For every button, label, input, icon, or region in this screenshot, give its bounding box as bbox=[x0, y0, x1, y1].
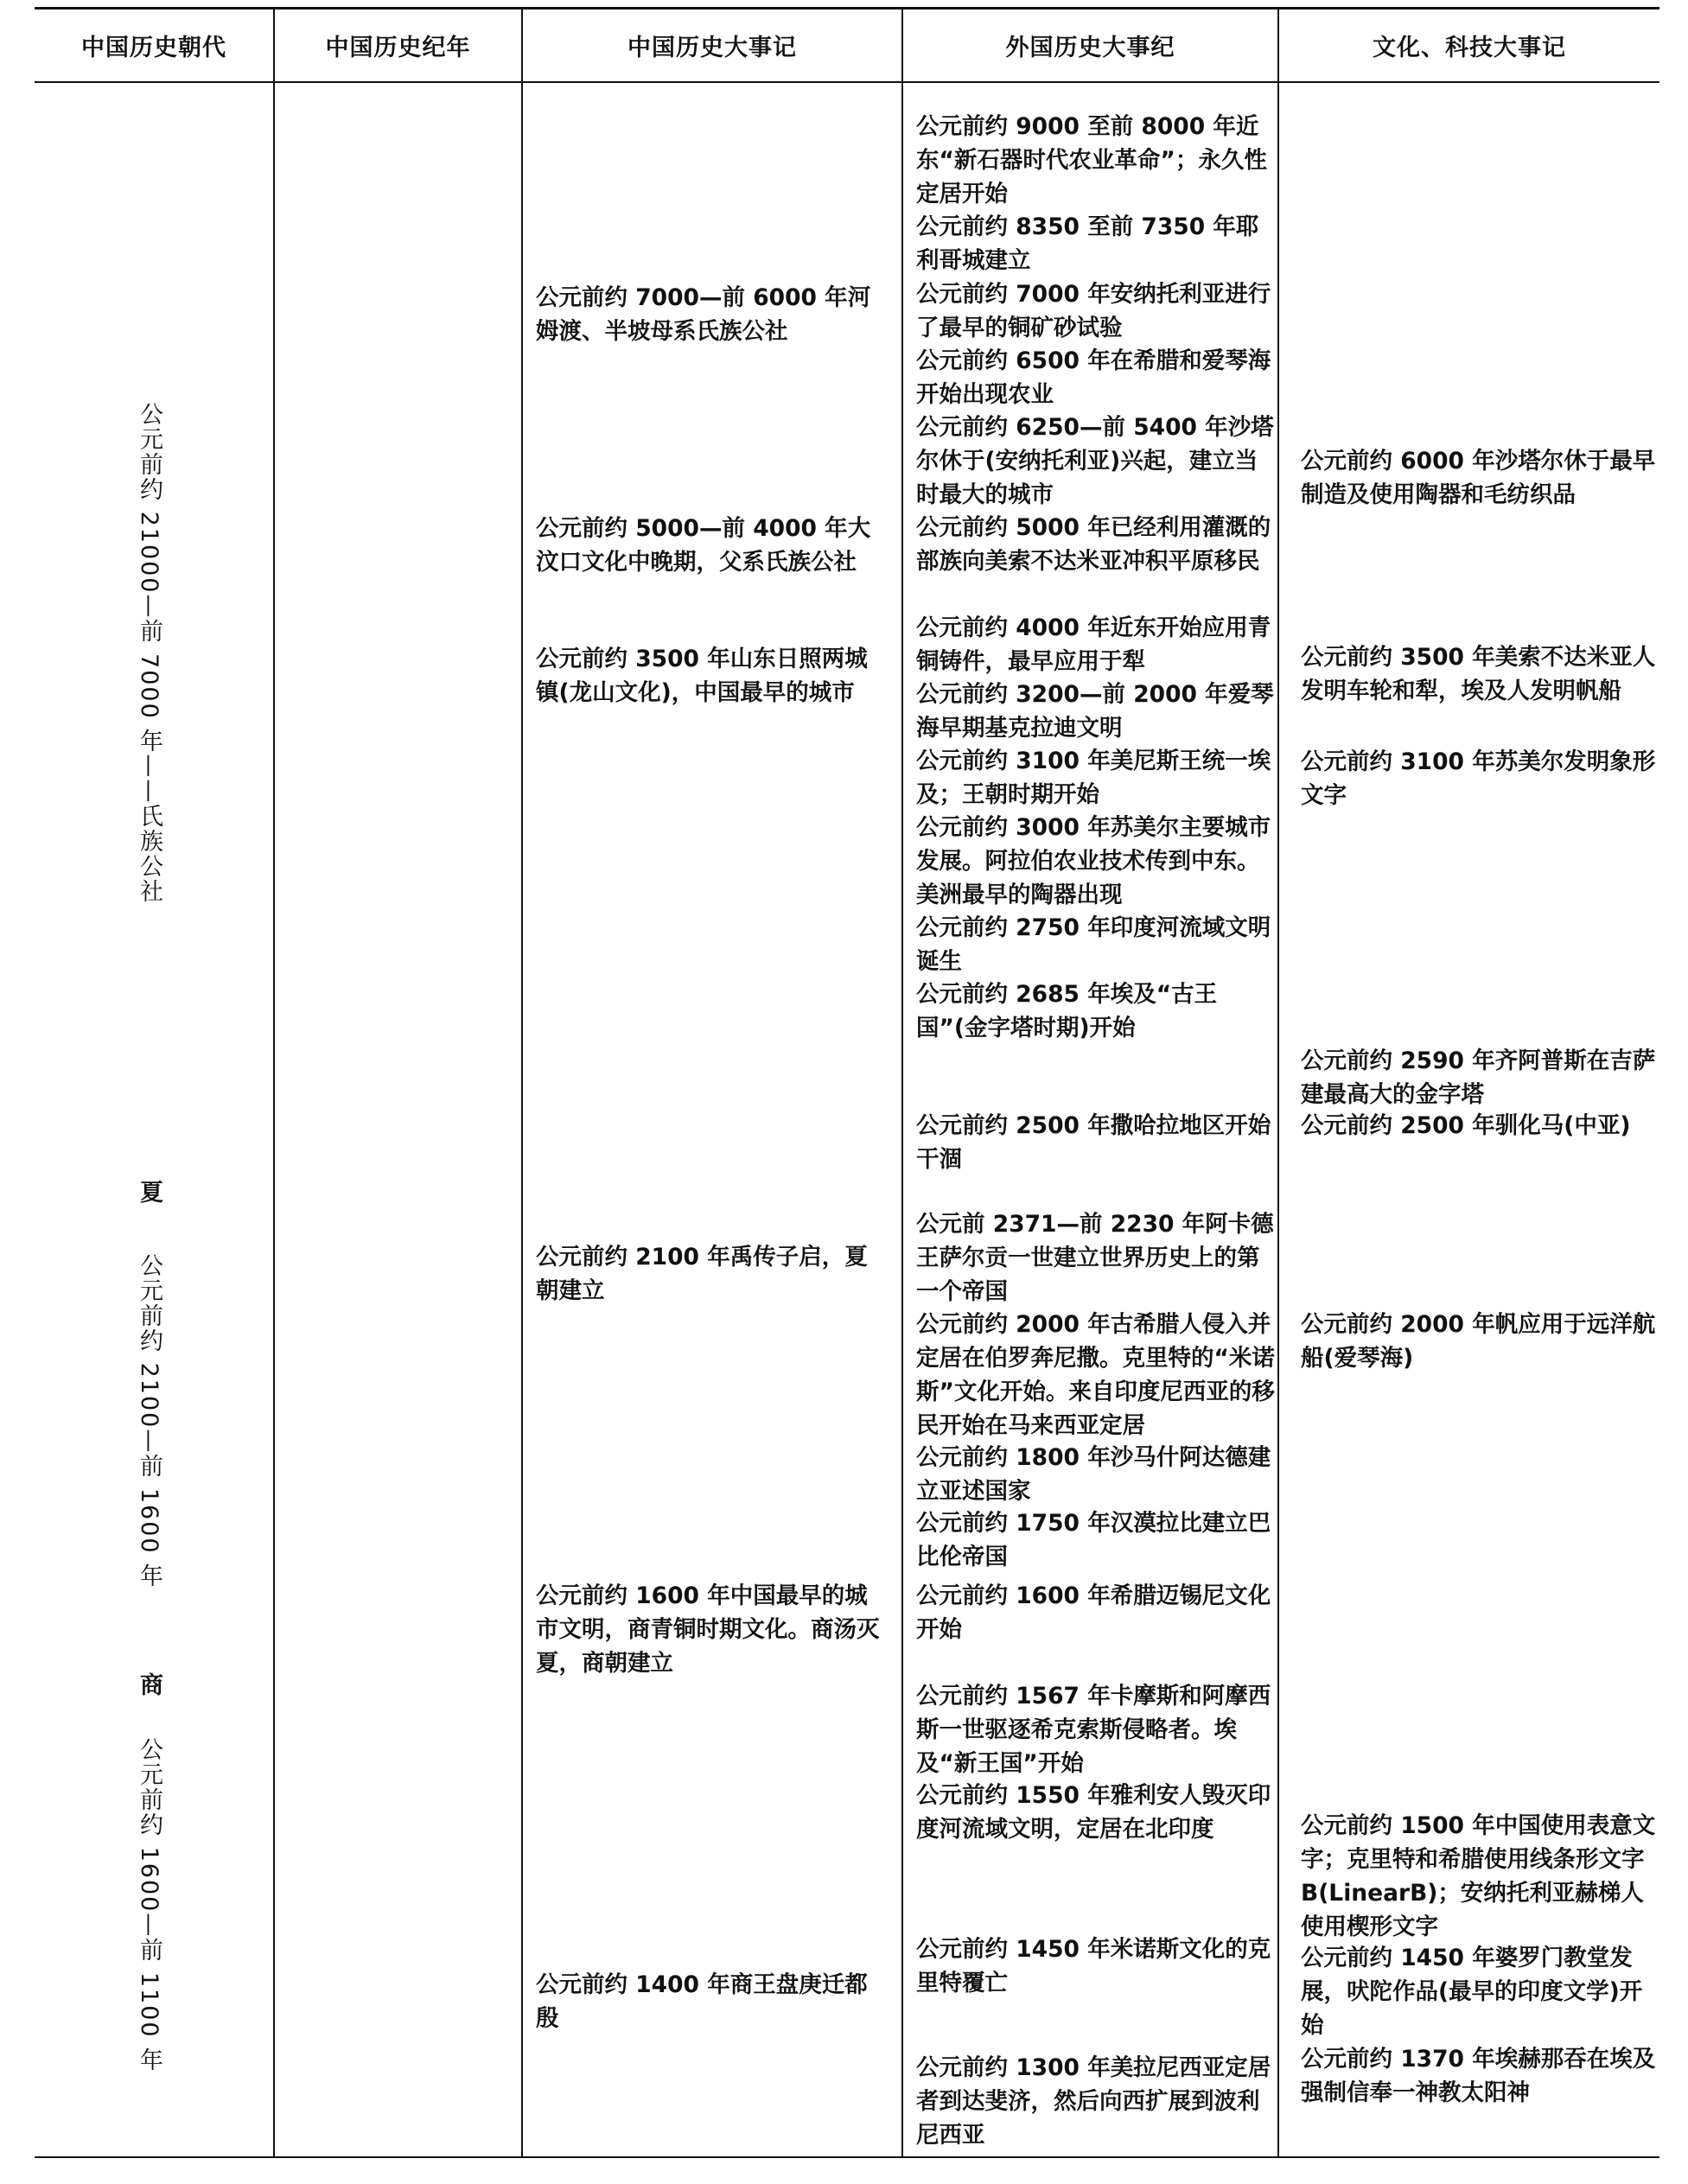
china-event: 公元前约 5000—前 4000 年大汶口文化中晚期，父系氏族公社 bbox=[536, 515, 871, 576]
culture-event: 公元前约 1500 年中国使用表意文字；克里特和希腊使用线条形文字 B(LinearB)；安纳托利亚赫梯人使用楔形文字 bbox=[1301, 1812, 1656, 1940]
table-bottom-rule bbox=[35, 2156, 1659, 2158]
dynasty-xia-name: 夏 bbox=[136, 1180, 162, 1205]
column-divider-1 bbox=[273, 7, 275, 2158]
china-event: 公元前约 1400 年商王盘庚迁都殷 bbox=[536, 1971, 868, 2032]
foreign-event: 公元前约 2000 年古希腊人侵入并定居在伯罗奔尼撒。克里特的“米诺斯”文化开始。来自印度尼西亚的移民开始在马来西亚定居 bbox=[916, 1311, 1275, 1439]
foreign-event: 公元前约 4000 年近东开始应用青铜铸件，最早应用于犁 bbox=[916, 614, 1271, 675]
column-divider-3 bbox=[901, 7, 903, 2158]
foreign-event: 公元前 2371—前 2230 年阿卡德王萨尔贡一世建立世界历史上的第一个帝国 bbox=[916, 1211, 1274, 1305]
foreign-event: 公元前约 3200—前 2000 年爱琴海早期基克拉迪文明 bbox=[916, 681, 1274, 742]
foreign-event: 公元前约 9000 至前 8000 年近东“新石器时代农业革命”；永久性定居开始 bbox=[916, 113, 1267, 207]
dynasty-shang-years: 公元前约 1600—前 1100 年 bbox=[136, 1737, 162, 2073]
china-event: 公元前约 1600 年中国最早的城市文明，商青铜时期文化。商汤灭夏，商朝建立 bbox=[536, 1582, 880, 1677]
culture-event: 公元前约 3500 年美索不达米亚人发明车轮和犁，埃及人发明帆船 bbox=[1301, 644, 1656, 704]
china-event: 公元前约 7000—前 6000 年河姆渡、半坡母系氏族公社 bbox=[536, 284, 871, 345]
foreign-event: 公元前约 3100 年美尼斯王统一埃及；王朝时期开始 bbox=[916, 748, 1271, 808]
culture-event: 公元前约 2590 年齐阿普斯在吉萨建最高大的金字塔 bbox=[1301, 1047, 1656, 1108]
column-divider-2 bbox=[521, 7, 523, 2158]
culture-event: 公元前约 1450 年婆罗门教堂发展，吠陀作品(最早的印度文学)开始 bbox=[1301, 1945, 1643, 2039]
header-chronology: 中国历史纪年 bbox=[325, 35, 471, 61]
dynasty-shang-name: 商 bbox=[136, 1672, 162, 1697]
foreign-event: 公元前约 1600 年希腊迈锡尼文化开始 bbox=[916, 1582, 1271, 1643]
culture-event: 公元前约 3100 年苏美尔发明象形文字 bbox=[1301, 748, 1656, 809]
dynasty-xia-years: 公元前约 2100—前 1600 年 bbox=[136, 1253, 162, 1589]
foreign-event: 公元前约 8350 至前 7350 年耶利哥城建立 bbox=[916, 213, 1259, 274]
foreign-event: 公元前约 2500 年撒哈拉地区开始干涸 bbox=[916, 1112, 1271, 1173]
header-culture-events: 文化、科技大事记 bbox=[1373, 35, 1566, 61]
header-china-events: 中国历史大事记 bbox=[627, 35, 797, 61]
foreign-event: 公元前约 3000 年苏美尔主要城市发展。阿拉伯农业技术传到中东。美洲最早的陶器出现 bbox=[916, 814, 1271, 908]
foreign-event: 公元前约 1450 年米诺斯文化的克里特覆亡 bbox=[916, 1936, 1271, 1996]
foreign-event: 公元前约 1750 年汉漠拉比建立巴比伦帝国 bbox=[916, 1510, 1271, 1570]
header-foreign-events: 外国历史大事纪 bbox=[1005, 35, 1175, 61]
china-event: 公元前约 3500 年山东日照两城镇(龙山文化)，中国最早的城市 bbox=[536, 646, 868, 706]
foreign-event: 公元前约 2750 年印度河流域文明诞生 bbox=[916, 914, 1271, 975]
culture-event: 公元前约 6000 年沙塔尔休于最早制造及使用陶器和毛纺织品 bbox=[1301, 448, 1656, 508]
foreign-event: 公元前约 1300 年美拉尼西亚定居者到达斐济，然后向西扩展到波利尼西亚 bbox=[916, 2054, 1271, 2149]
header-dynasty: 中国历史朝代 bbox=[81, 35, 226, 61]
foreign-event: 公元前约 1550 年雅利安人毁灭印度河流域文明，定居在北印度 bbox=[916, 1782, 1271, 1843]
culture-event: 公元前约 2500 年驯化马(中亚) bbox=[1301, 1112, 1631, 1139]
foreign-event: 公元前约 6500 年在希腊和爱琴海开始出现农业 bbox=[916, 347, 1271, 408]
era-primitive-commune: 公元前约 21000—前 7000 年——氏族公社 bbox=[136, 402, 162, 905]
foreign-event: 公元前约 5000 年已经利用灌溉的部族向美索不达米亚冲积平原移民 bbox=[916, 514, 1271, 575]
culture-event: 公元前约 1370 年埃赫那吞在埃及强制信奉一神教太阳神 bbox=[1301, 2046, 1656, 2106]
foreign-event: 公元前约 1567 年卡摩斯和阿摩西斯一世驱逐希克索斯侵略者。埃及“新王国”开始 bbox=[916, 1683, 1271, 1777]
china-event: 公元前约 2100 年禹传子启，夏朝建立 bbox=[536, 1244, 868, 1304]
foreign-event: 公元前约 2685 年埃及“古王国”(金字塔时期)开始 bbox=[916, 981, 1218, 1041]
culture-event: 公元前约 2000 年帆应用于远洋航船(爱琴海) bbox=[1301, 1311, 1656, 1372]
foreign-event: 公元前约 7000 年安纳托利亚进行了最早的铜矿砂试验 bbox=[916, 281, 1271, 341]
foreign-event: 公元前约 6250—前 5400 年沙塔尔休于(安纳托利亚)兴起，建立当时最大的城市 bbox=[916, 414, 1274, 508]
foreign-event: 公元前约 1800 年沙马什阿达德建立亚述国家 bbox=[916, 1444, 1271, 1505]
